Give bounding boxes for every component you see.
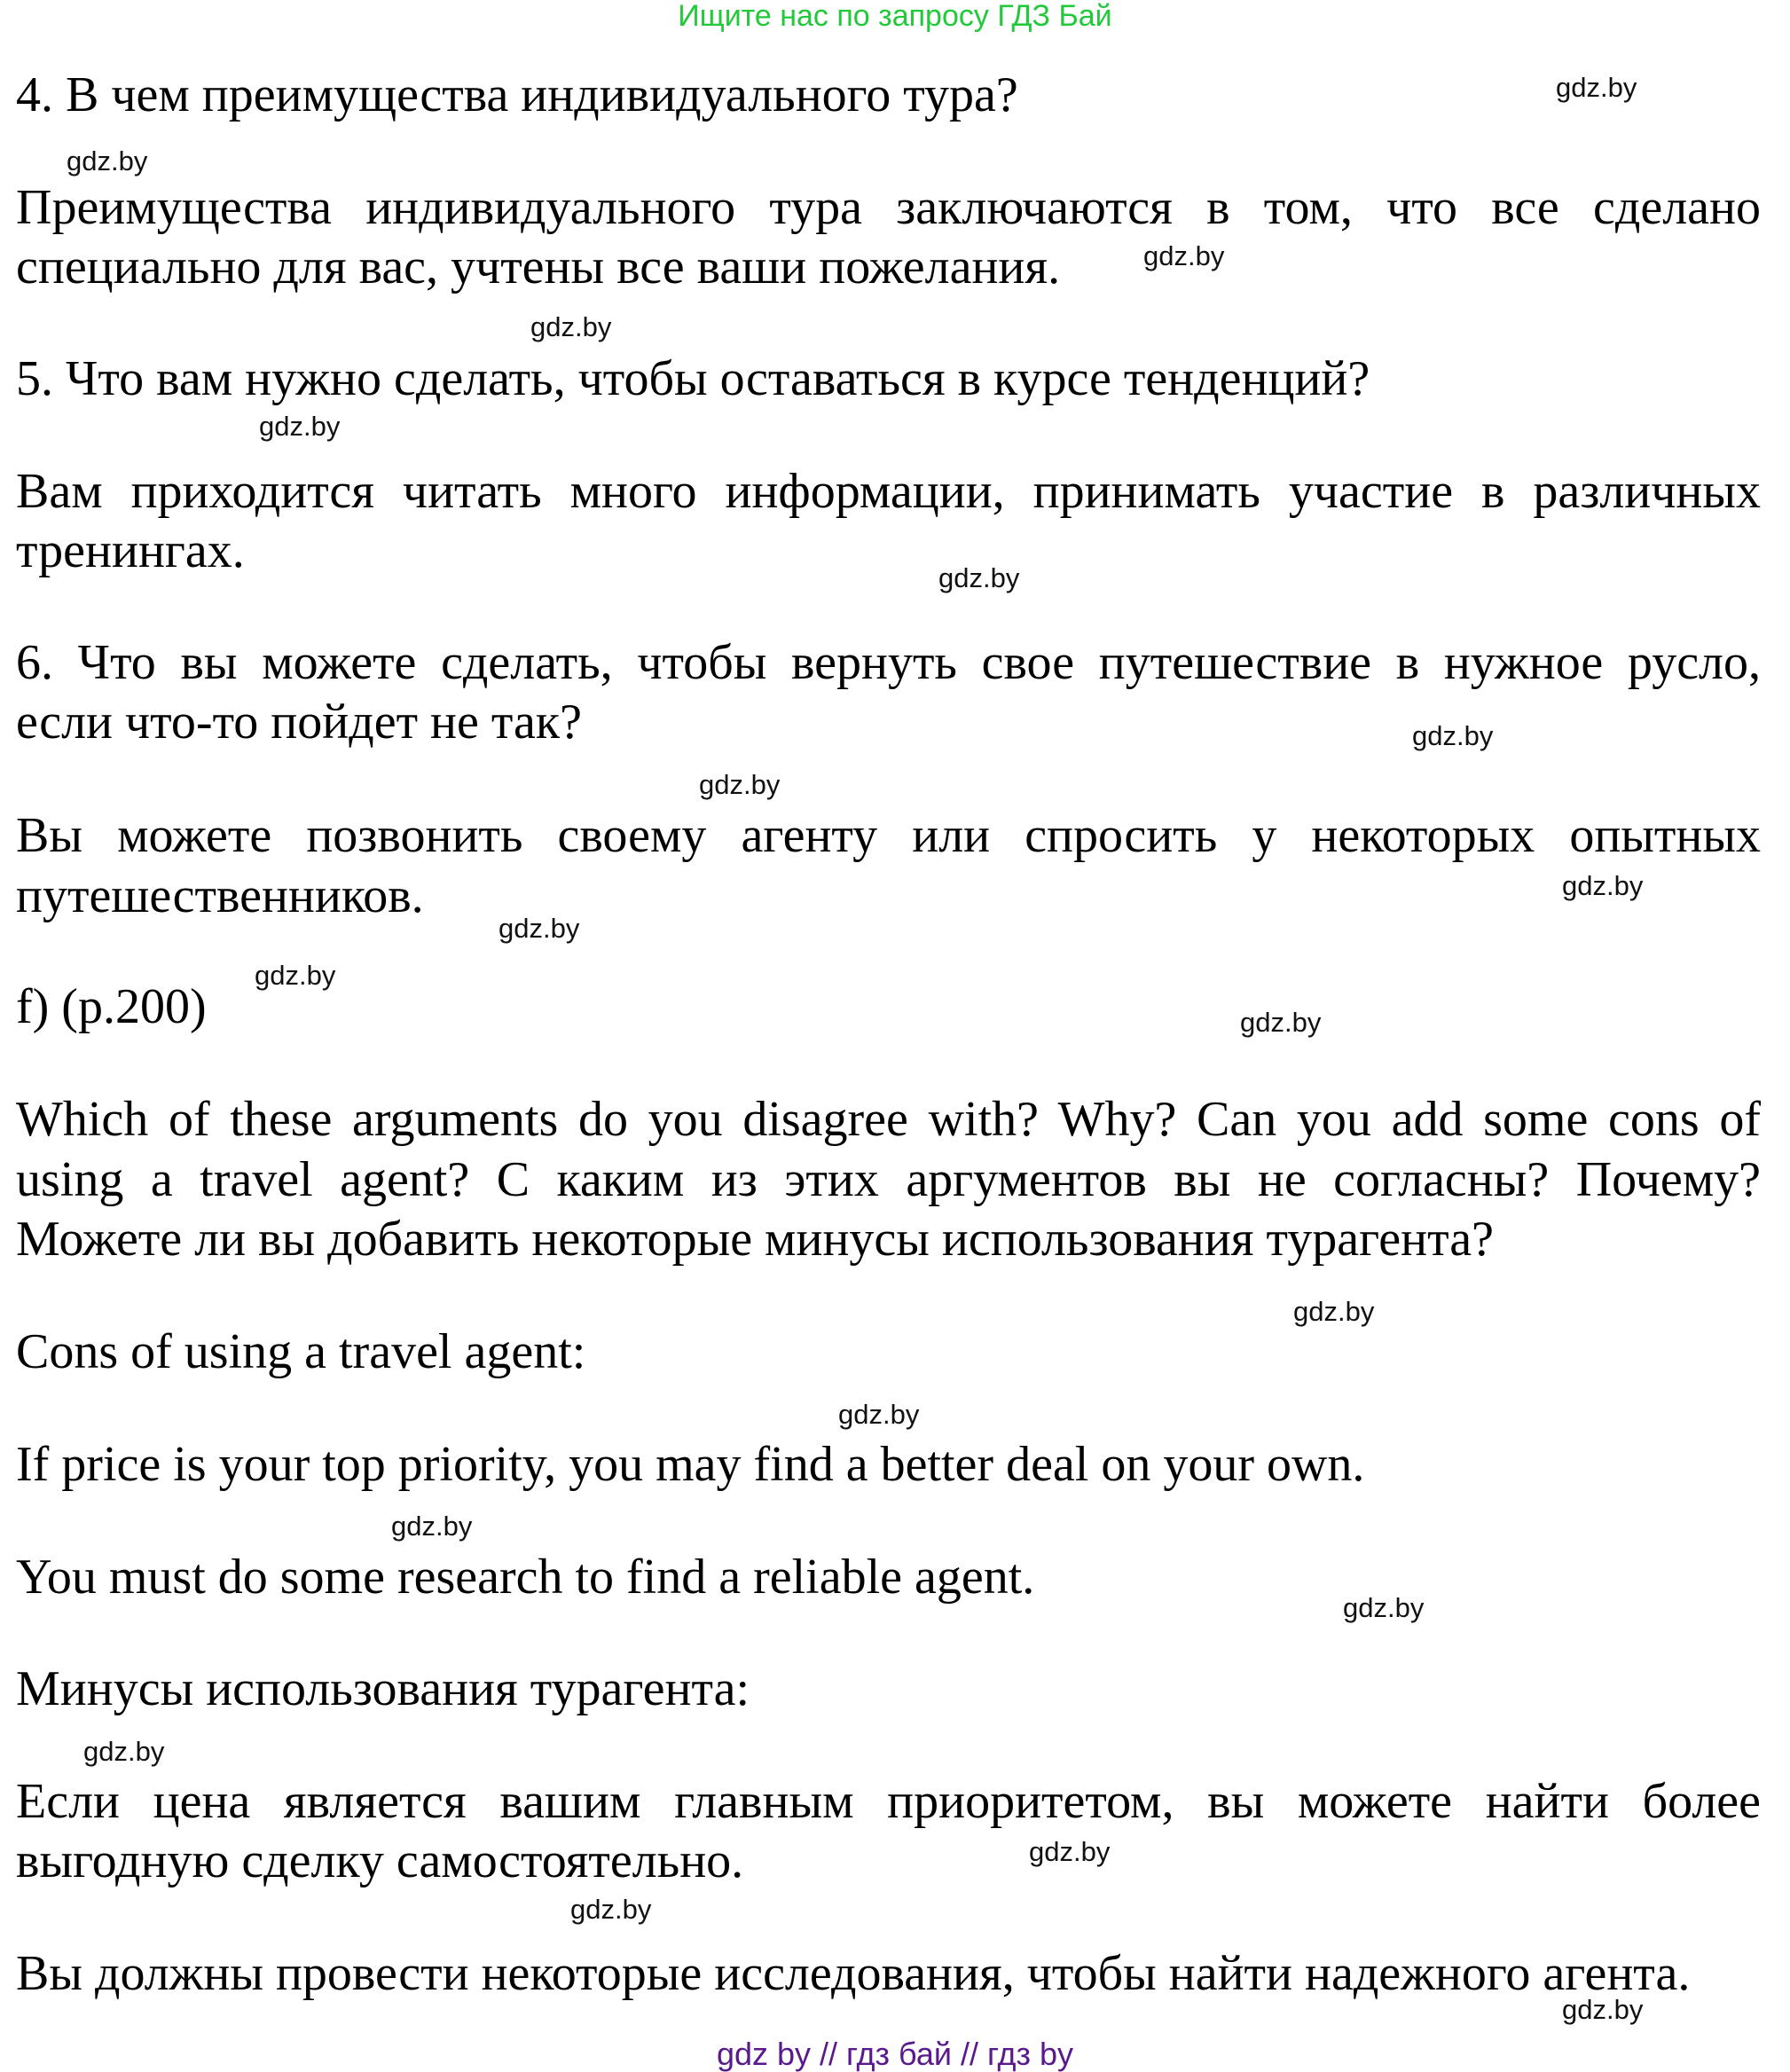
footer-links: gdz by // гдз бай // гдз by: [716, 2036, 1074, 2072]
task-line: Which of these arguments do you disagree with? Why? Can you add some cons of: [16, 1092, 1761, 1147]
watermark: gdz.by: [1293, 1296, 1375, 1327]
answer-6-line: Вы можете позвонить своему агенту или спросить у некоторых опытных: [16, 808, 1761, 863]
question-5: 5. Что вам нужно сделать, чтобы оставаться в курсе тенденций?: [16, 351, 1370, 406]
watermark: gdz.by: [530, 311, 612, 342]
watermark: gdz.by: [391, 1511, 473, 1542]
watermark: gdz.by: [938, 562, 1020, 593]
cons-heading-ru: Минусы использования турагента:: [16, 1661, 750, 1716]
search-banner: Ищите нас по запросу ГДЗ Бай: [678, 0, 1112, 33]
question-4: 4. В чем преимущества индивидуального тура?: [16, 67, 1018, 122]
watermark: gdz.by: [499, 913, 580, 944]
con-item-en: If price is your top priority, you may find a better deal on your own.: [16, 1437, 1365, 1492]
question-6-line: если что-то пойдет не так?: [16, 695, 582, 750]
watermark: gdz.by: [1562, 1994, 1644, 2025]
watermark: gdz.by: [1562, 870, 1644, 901]
con-item-ru-line: Если цена является вашим главным приоритетом, вы можете найти более: [16, 1774, 1761, 1829]
answer-4-line: специально для вас, учтены все ваши пожелания.: [16, 239, 1061, 294]
task-line: Можете ли вы добавить некоторые минусы использования турагента?: [16, 1212, 1494, 1267]
watermark: gdz.by: [83, 1736, 165, 1767]
section-heading: f) (p.200): [16, 979, 207, 1034]
watermark: gdz.by: [570, 1894, 652, 1925]
answer-5-line: тренингах.: [16, 523, 245, 578]
watermark: gdz.by: [1143, 240, 1225, 271]
watermark: gdz.by: [67, 145, 148, 177]
watermark: gdz.by: [1343, 1592, 1425, 1623]
watermark: gdz.by: [1412, 720, 1494, 751]
answer-4-line: Преимущества индивидуального тура заключаются в том, что все сделано: [16, 180, 1761, 235]
con-item-ru: Вы должны провести некоторые исследования, чтобы найти надежного агента.: [16, 1946, 1691, 2001]
con-item-ru-line: выгодную сделку самостоятельно.: [16, 1833, 744, 1888]
question-6-line: 6. Что вы можете сделать, чтобы вернуть свое путешествие в нужное русло,: [16, 635, 1761, 690]
answer-6-line: путешественников.: [16, 868, 424, 923]
cons-heading-en: Cons of using a travel agent:: [16, 1324, 586, 1379]
answer-5-line: Вам приходится читать много информации, принимать участие в различных: [16, 464, 1761, 519]
watermark: gdz.by: [699, 769, 781, 800]
task-line: using a travel agent? С каким из этих аргументов вы не согласны? Почему?: [16, 1152, 1761, 1207]
watermark: gdz.by: [1556, 72, 1637, 103]
watermark: gdz.by: [259, 411, 341, 442]
watermark: gdz.by: [838, 1399, 920, 1430]
con-item-en: You must do some research to find a reliable agent.: [16, 1550, 1035, 1605]
watermark: gdz.by: [1240, 1007, 1322, 1038]
watermark: gdz.by: [255, 960, 336, 991]
watermark: gdz.by: [1029, 1836, 1111, 1867]
